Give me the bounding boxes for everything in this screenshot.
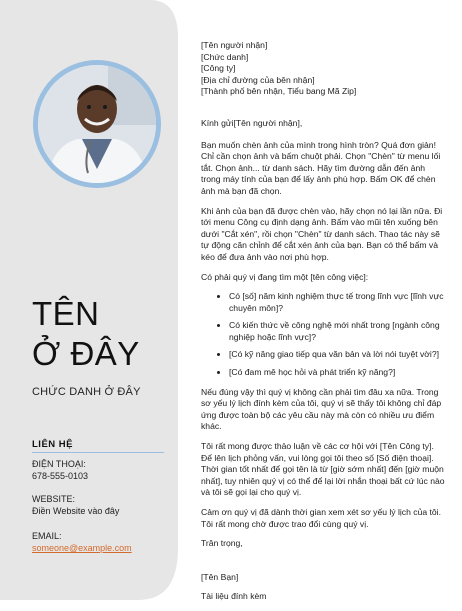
closing: Trân trọng,	[201, 538, 243, 549]
recipient-city: [Thành phố bên nhận, Tiểu bang Mã Zip]	[201, 86, 357, 97]
paragraph-resume-attached: Nếu đúng vậy thì quý vị không cần phải tìm đâu xa nữa. Trong sơ yếu lý lịch đính kèm của tôi, quý vị sẽ thấy tôi không chỉ đáp ứng được toàn bộ các yêu cầu này mà còn có nhiều ưu điểm khác.	[201, 386, 442, 432]
email-link[interactable]: someone@example.com	[32, 543, 132, 553]
doctor-portrait-image	[38, 65, 156, 183]
paragraph-insert-photo: Bạn muốn chèn ảnh của mình trong hình tròn? Quá đơn giản! Chỉ cần chọn ảnh và bấm chuột phải. Chọn "Chèn" từ menu lối tắt. Chọn ảnh... từ danh sách. Hãy tìm đường dẫn đến ảnh trong máy tính của bạn để lấy ảnh phù hợp. Bấm OK để chèn ảnh mà bạn đã chọn.	[201, 139, 441, 196]
email-label: EMAIL:	[32, 531, 62, 541]
recipient-name: [Tên người nhận]	[201, 40, 268, 50]
contact-heading: LIÊN HỆ	[32, 439, 73, 450]
contact-divider	[32, 452, 164, 453]
list-item: • Có [số] năm kinh nghiệm thực tế trong lĩnh vực [lĩnh vực chuyên môn]?	[229, 291, 446, 314]
recipient-company: [Công ty]	[201, 63, 236, 74]
list-item: • [Có đam mê học hỏi và phát triển kỹ năng?]	[229, 367, 446, 379]
job-title: CHỨC DANH Ở ĐÂY	[32, 386, 141, 398]
website-label: WEBSITE:	[32, 494, 76, 504]
phone-value: 678-555-0103	[32, 471, 89, 481]
enclosure-note: Tài liệu đính kèm	[201, 591, 267, 602]
cover-letter-body	[201, 40, 446, 611]
candidate-name-line2: Ở ĐÂY	[32, 335, 140, 372]
recipient-address-block	[201, 40, 446, 98]
qualifications-list	[201, 291, 446, 379]
candidate-name-line1: TÊN	[32, 295, 100, 332]
paragraph-looking-for: Có phải quý vị đang tìm một [tên công việc]:	[201, 271, 369, 282]
paragraph-crop-photo: Khi ảnh của bạn đã được chèn vào, hãy chọn nó lại lần nữa. Đi tới menu Công cụ định dạng ảnh. Bấm vào mũi tên xuống bên dưới "Cắt xén", rồi chọn "Chèn" từ danh sách. Thao tác này sẽ tự động căn chỉnh để cắt xén ảnh của bạn. Bạn có thể bấm và kéo để đưa ảnh vào nơi phù hợp.	[201, 205, 443, 262]
salutation: Kính gửi[Tên người nhận],	[201, 117, 303, 128]
phone-label: ĐIỆN THOẠI:	[32, 459, 86, 469]
paragraph-thanks: Cảm ơn quý vị đã dành thời gian xem xét sơ yếu lý lịch của tôi. Tôi rất mong chờ được trao đổi cùng quý vị.	[201, 507, 441, 529]
sidebar-panel	[0, 0, 178, 600]
signature-name: [Tên Bạn]	[201, 571, 239, 582]
recipient-title: [Chức danh]	[201, 51, 249, 62]
list-item: • [Có kỹ năng giao tiếp qua văn bản và lời nói tuyệt vời?]	[229, 349, 446, 361]
candidate-name	[32, 294, 140, 374]
recipient-street: [Địa chỉ đường của bên nhận]	[201, 74, 315, 85]
website-value: Điền Website vào đây	[32, 506, 120, 516]
profile-photo[interactable]	[38, 65, 156, 183]
paragraph-interview: Tôi rất mong được thảo luận về các cơ hội với [Tên Công ty]. Để lên lịch phỏng vấn, vui lòng gọi tôi theo số [Số điện thoại]. Thời gian tốt nhất để gọi tên là từ [giờ sớm nhất] đến [giờ muộn nhất], tuy nhiên quý vị có thể để lại lời nhắn thoại bất cứ lúc nào và tôi sẽ gọi lại cho quý vị.	[201, 441, 445, 498]
list-item: • Có kiến thức về công nghệ mới nhất trong [ngành công nghiệp hoặc lĩnh vực]?	[229, 320, 446, 343]
